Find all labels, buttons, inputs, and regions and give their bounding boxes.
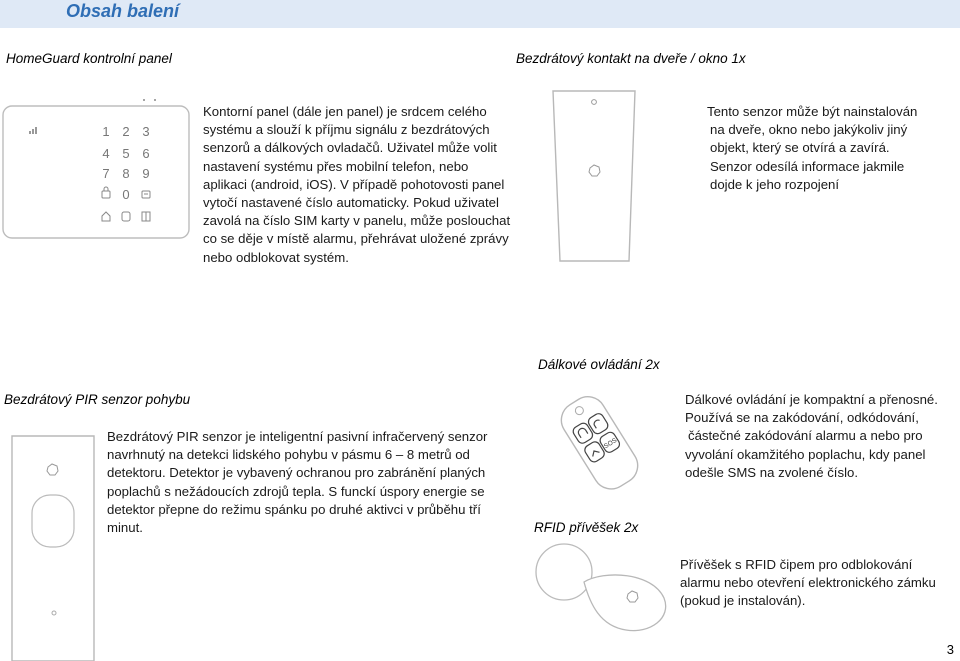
page-number: 3 <box>946 642 954 657</box>
contact-description <box>707 103 957 194</box>
remote-description <box>685 391 957 482</box>
rfid-heading: RFID přívěšek 2x <box>534 520 639 535</box>
rfid-tag-image <box>534 542 670 634</box>
pir-line: poplachů s nežádoucích zdrojů tepla. S funckí úspory energie se <box>107 483 485 499</box>
contact-line: dojde k jeho rozpojení <box>710 176 840 192</box>
control-panel-image <box>0 94 192 244</box>
pir-line: Bezdrátový PIR senzor je inteligentní pasivní infračervený senzor <box>107 429 488 444</box>
panel-line: nebo odblokovat systém. <box>203 249 349 265</box>
key-4: 4 <box>102 146 110 161</box>
panel-heading: HomeGuard kontrolní panel <box>6 51 172 66</box>
panel-line: senzorů a dálkových ovladačů. Uživatel může volit <box>203 140 497 156</box>
panel-line: zavolá na číslo SIM karty v panelu, může poslouchat <box>203 213 511 229</box>
rfid-line: Přívěšek s RFID čipem pro odblokování <box>680 557 913 572</box>
rfid-description <box>680 556 960 611</box>
key-7: 7 <box>102 166 110 181</box>
rfid-tag-device <box>536 544 666 631</box>
key-5: 5 <box>122 146 130 161</box>
rfid-line: (pokud je instalován). <box>680 593 806 609</box>
panel-line: Kontorní panel (dále jen panel) je srdcem celého <box>203 104 487 119</box>
panel-line: co se děje v místě alarmu, přehrávat uložené zprávy <box>203 231 509 247</box>
control-panel-device <box>3 99 189 238</box>
key-6: 6 <box>142 146 150 161</box>
remote-line: částečné zakódování alarmu a nebo pro <box>688 428 923 444</box>
sos-label: SOS <box>602 436 619 451</box>
page-title: Obsah balení <box>66 1 180 21</box>
door-contact-device <box>553 91 635 261</box>
contact-line: na dveře, okno nebo jakýkoliv jiný <box>710 122 908 138</box>
panel-description <box>203 103 533 267</box>
pir-line: detektoru. Detektor je vybavený ochranou pro zabránění planých <box>107 465 486 481</box>
door-contact-image <box>550 88 640 268</box>
pir-sensor-device <box>12 436 94 661</box>
key-2: 2 <box>122 124 130 139</box>
key-8: 8 <box>122 166 130 181</box>
remote-line: odešle SMS na zvolené číslo. <box>685 464 858 480</box>
contact-line: Senzor odesílá informace jakmile <box>710 158 905 174</box>
rfid-line: alarmu nebo otevření elektronického zámku <box>680 575 936 591</box>
panel-line: nastavení systému přes mobilní telefon, nebo <box>203 158 469 174</box>
key-ring <box>536 544 592 600</box>
key-3: 3 <box>142 124 150 139</box>
contact-line: Tento senzor může být nainstalován <box>707 104 918 119</box>
key-9: 9 <box>142 166 150 181</box>
pir-line: minut. <box>107 520 143 536</box>
remote-heading: Dálkové ovládání 2x <box>538 357 660 372</box>
remote-line: Používá se na zakódování, odkódování, <box>685 410 919 426</box>
panel-line: vytočí nastavené číslo automaticky. Pokud uživatel <box>203 195 499 211</box>
remote-line: vyvolání okamžitého poplachu, kdy panel <box>685 446 926 462</box>
panel-line: aplikaci (android, iOS). V případě pohotovosti panel <box>203 176 505 192</box>
contact-heading: Bezdrátový kontakt na dveře / okno 1x <box>516 51 746 66</box>
key-0: 0 <box>122 187 130 202</box>
panel-line: systému a slouží k příjmu signálu z bezdrátových <box>203 122 490 138</box>
contact-line: objekt, který se otvírá a zavírá. <box>710 140 890 156</box>
remote-device <box>555 390 645 496</box>
pir-line: navrhnutý na detekci lidského pohybu v pásmu 6 – 8 metrů od <box>107 447 470 463</box>
remote-image <box>546 385 656 513</box>
pir-line: detektor přepne do režimu spánku po druhé aktivci v průběhu tří <box>107 501 481 517</box>
key-1: 1 <box>102 124 110 139</box>
pir-heading: Bezdrátový PIR senzor pohybu <box>4 392 191 407</box>
remote-line: Dálkové ovládání je kompaktní a přenosné. <box>685 392 938 407</box>
pir-description <box>107 428 507 537</box>
pir-sensor-image <box>10 433 96 661</box>
